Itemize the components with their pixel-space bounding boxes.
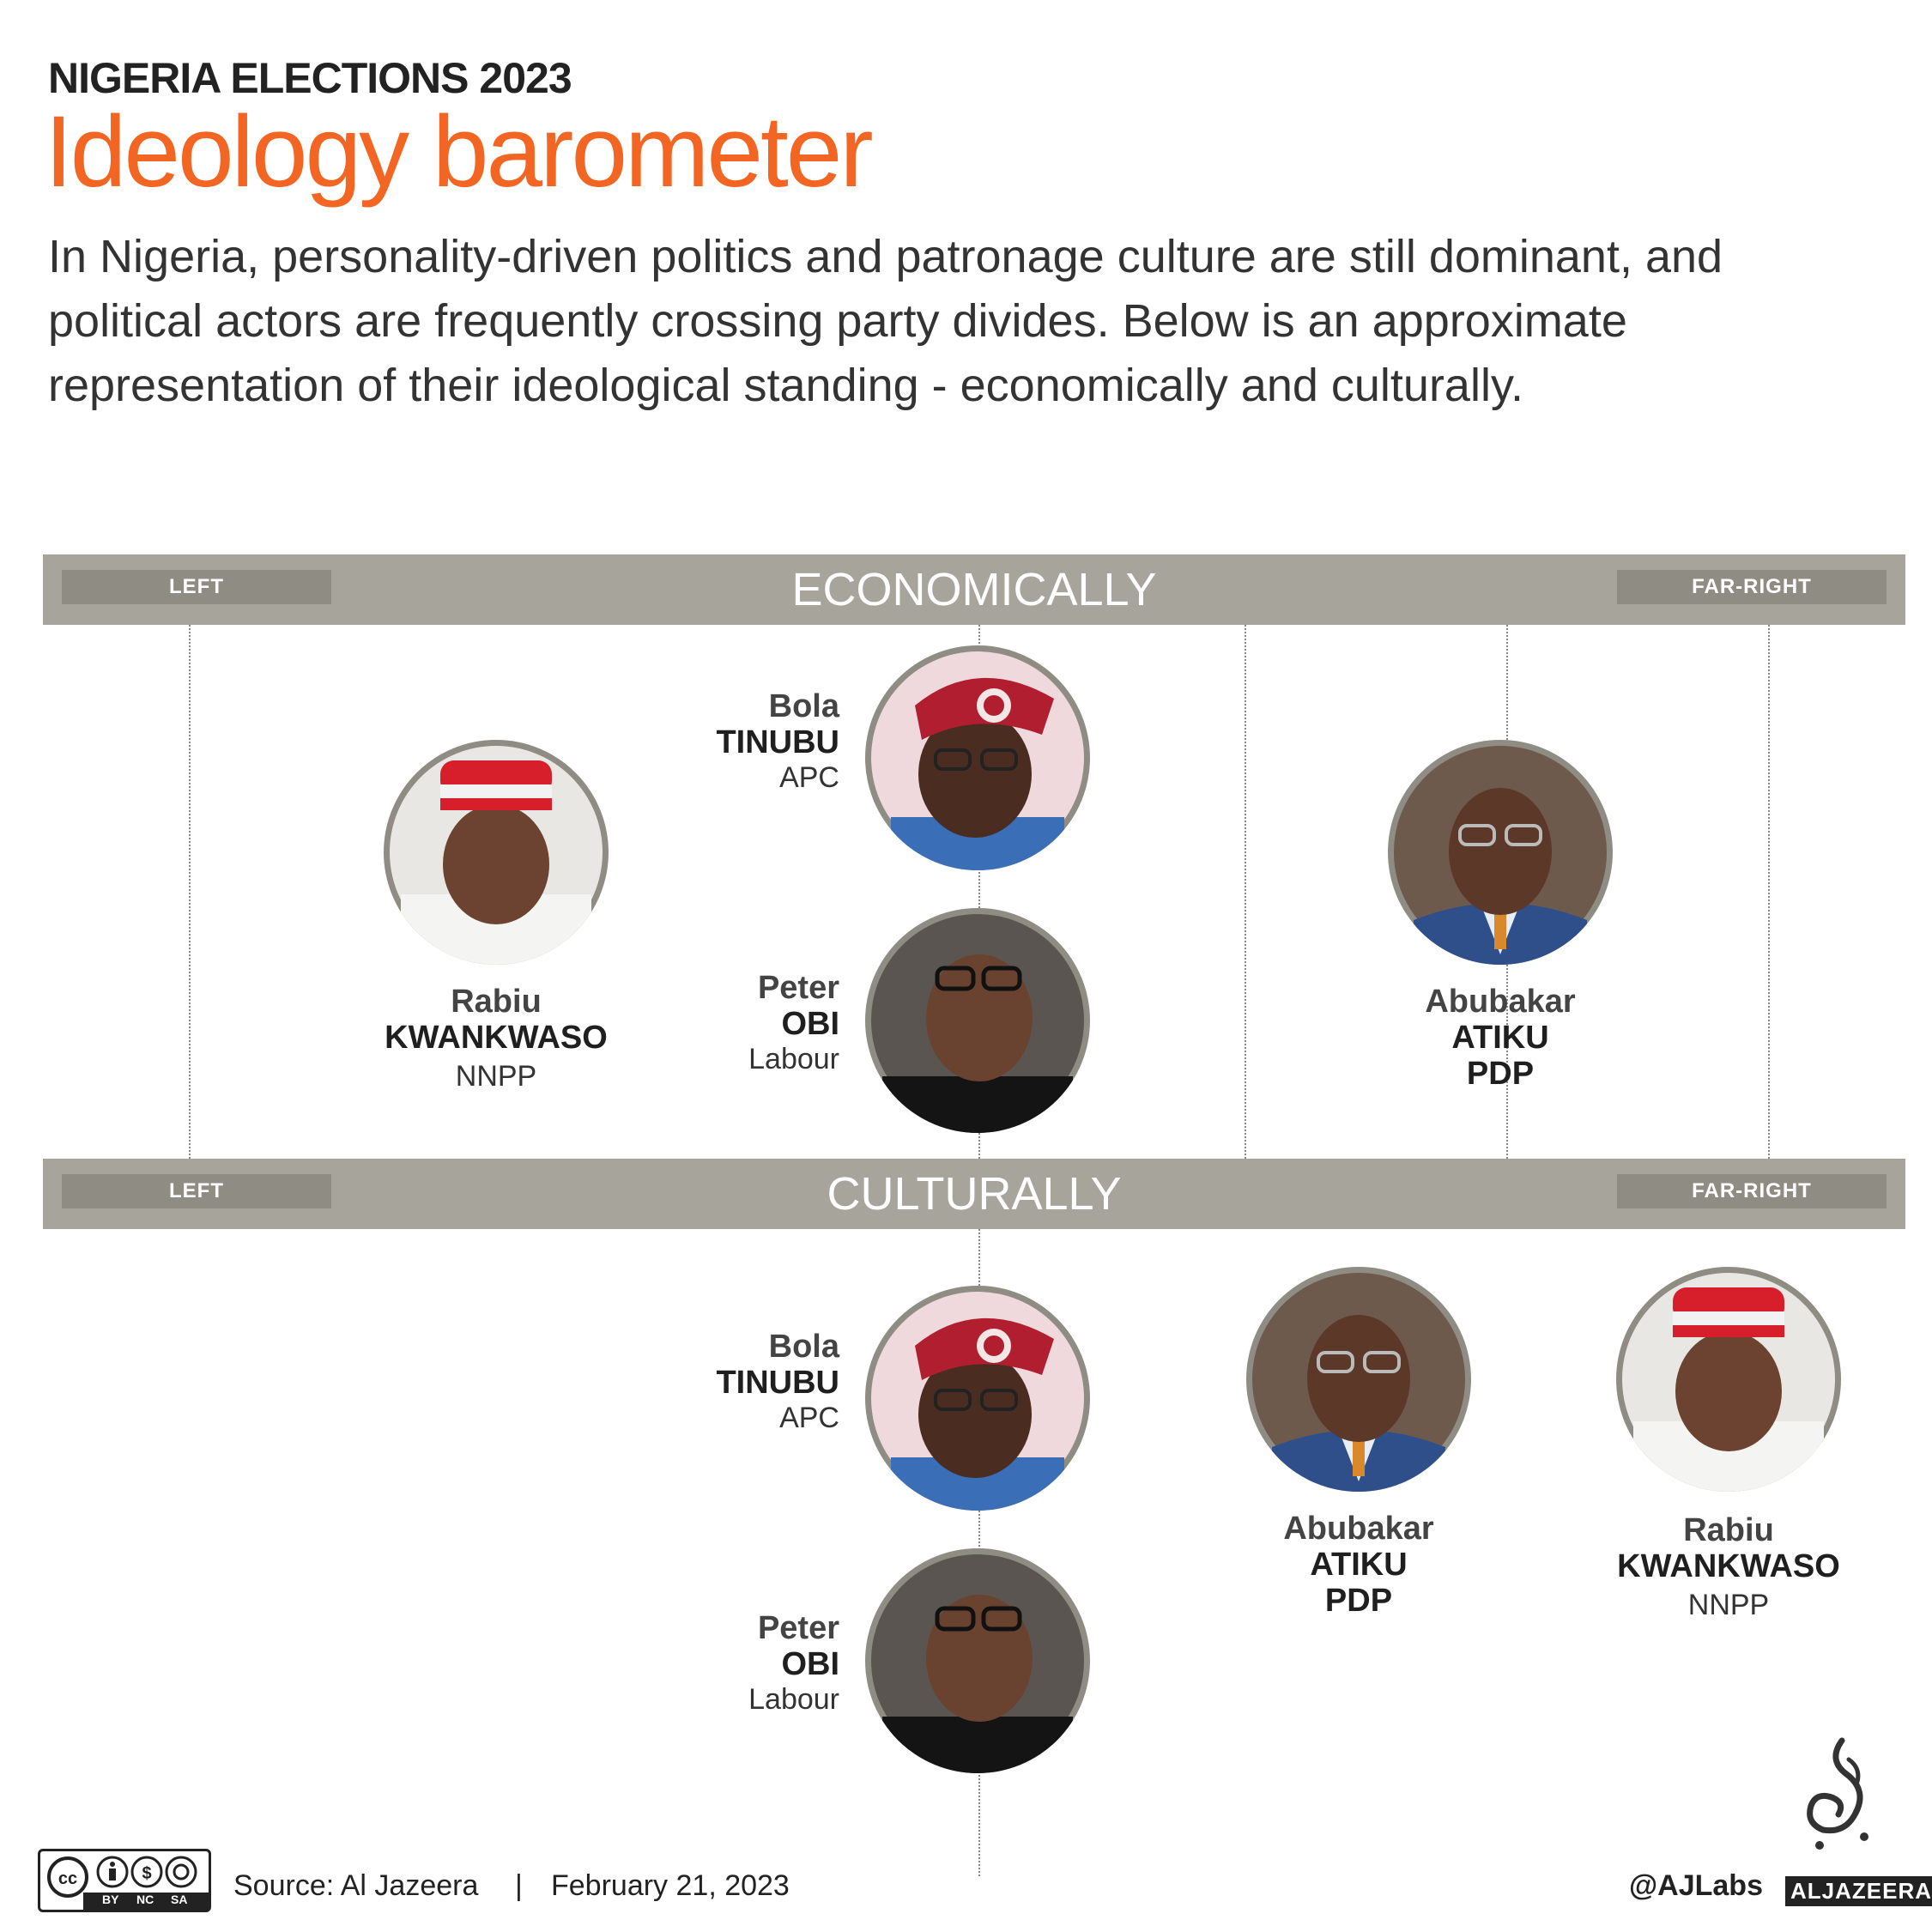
gridline-5 — [1768, 625, 1770, 1159]
candidate-last-name: ATIKU — [1310, 1547, 1408, 1583]
obi-portrait-icon — [865, 1548, 1090, 1773]
footer-separator: | — [515, 1869, 523, 1902]
candidate-first-name: Peter — [757, 1610, 839, 1646]
cultural-right-label: FAR-RIGHT — [1617, 1174, 1887, 1208]
candidate-first-name: Bola — [768, 1329, 839, 1365]
date-text: February 21, 2023 — [551, 1869, 790, 1902]
economic-atiku-label — [1372, 984, 1629, 1092]
candidate-first-name: Rabiu — [451, 984, 542, 1020]
handle-text: @AJLabs — [1629, 1869, 1763, 1902]
economic-band-title: ECONOMICALLY — [791, 564, 1157, 615]
candidate-party: PDP — [1466, 1056, 1535, 1092]
candidate-party: APC — [779, 761, 839, 794]
al-jazeera-logo-icon — [1794, 1734, 1888, 1867]
license-tag-sa: SA — [171, 1893, 188, 1906]
candidate-party: Labour — [748, 1043, 839, 1075]
candidate-party: APC — [779, 1402, 839, 1434]
cultural-obi-label — [652, 1610, 839, 1717]
candidate-first-name: Abubakar — [1283, 1511, 1434, 1547]
candidate-party: NNPP — [1687, 1589, 1770, 1621]
economic-obi-label — [652, 970, 839, 1076]
candidate-last-name: KWANKWASO — [1617, 1548, 1840, 1584]
intro-text: In Nigeria, personality-driven politics and patronage culture are still dominant, and political actors are frequently crossing party divides. Below is an approximate representation of their ideological standing - economically and culturally. — [48, 231, 1723, 411]
atiku-portrait-icon — [1388, 740, 1613, 965]
economic-tinubu-label — [652, 688, 839, 795]
atiku-photo — [1246, 1267, 1471, 1492]
cultural-band-title: CULTURALLY — [827, 1168, 1122, 1220]
kwankwaso-portrait-icon — [384, 740, 609, 965]
tinubu-portrait-icon — [865, 645, 1090, 870]
gridline-3 — [1245, 625, 1246, 1159]
candidate-first-name: Peter — [757, 970, 839, 1006]
brand-badge: ALJAZEERA — [1785, 1876, 1932, 1906]
cultural-band — [43, 1159, 1905, 1229]
atiku-photo — [1388, 740, 1613, 965]
tinubu-photo — [865, 645, 1090, 870]
candidate-last-name: TINUBU — [716, 1365, 839, 1401]
svg-text:cc: cc — [58, 1869, 78, 1888]
obi-photo — [865, 1548, 1090, 1773]
candidate-last-name: KWANKWASO — [385, 1020, 608, 1056]
candidate-first-name: Abubakar — [1425, 984, 1576, 1020]
obi-photo — [865, 908, 1090, 1133]
gridline-1 — [189, 625, 191, 1159]
obi-portrait-icon — [865, 908, 1090, 1133]
candidate-party: Labour — [748, 1683, 839, 1716]
economic-left-label: LEFT — [62, 570, 331, 604]
cultural-atiku-label — [1230, 1511, 1487, 1619]
candidate-first-name: Bola — [768, 688, 839, 724]
economic-band — [43, 554, 1905, 625]
source-text: Source: Al Jazeera — [233, 1869, 479, 1902]
atiku-portrait-icon — [1246, 1267, 1471, 1492]
cultural-left-label: LEFT — [62, 1174, 331, 1208]
candidate-last-name: TINUBU — [716, 724, 839, 760]
tinubu-photo — [865, 1286, 1090, 1511]
svg-text:$: $ — [142, 1864, 152, 1883]
kicker: NIGERIA ELECTIONS 2023 — [48, 54, 572, 102]
candidate-party: PDP — [1324, 1583, 1393, 1619]
economic-right-label: FAR-RIGHT — [1617, 570, 1887, 604]
kwankwaso-portrait-icon — [1616, 1267, 1841, 1492]
candidate-last-name: ATIKU — [1451, 1020, 1549, 1056]
candidate-last-name: OBI — [781, 1646, 839, 1682]
license-tag-by: BY — [102, 1893, 119, 1906]
candidate-last-name: OBI — [781, 1006, 839, 1042]
tinubu-portrait-icon — [865, 1286, 1090, 1511]
cultural-tinubu-label — [652, 1329, 839, 1435]
creative-commons-icon — [38, 1849, 211, 1912]
candidate-first-name: Rabiu — [1683, 1512, 1774, 1548]
cultural-kwankwaso-label — [1600, 1512, 1857, 1622]
license-tag-nc: NC — [136, 1893, 154, 1906]
candidate-party: NNPP — [455, 1060, 537, 1093]
kwankwaso-photo — [384, 740, 609, 965]
kwankwaso-photo — [1616, 1267, 1841, 1492]
economic-kwankwaso-label — [367, 984, 625, 1093]
page-title: Ideology barometer — [45, 95, 871, 209]
